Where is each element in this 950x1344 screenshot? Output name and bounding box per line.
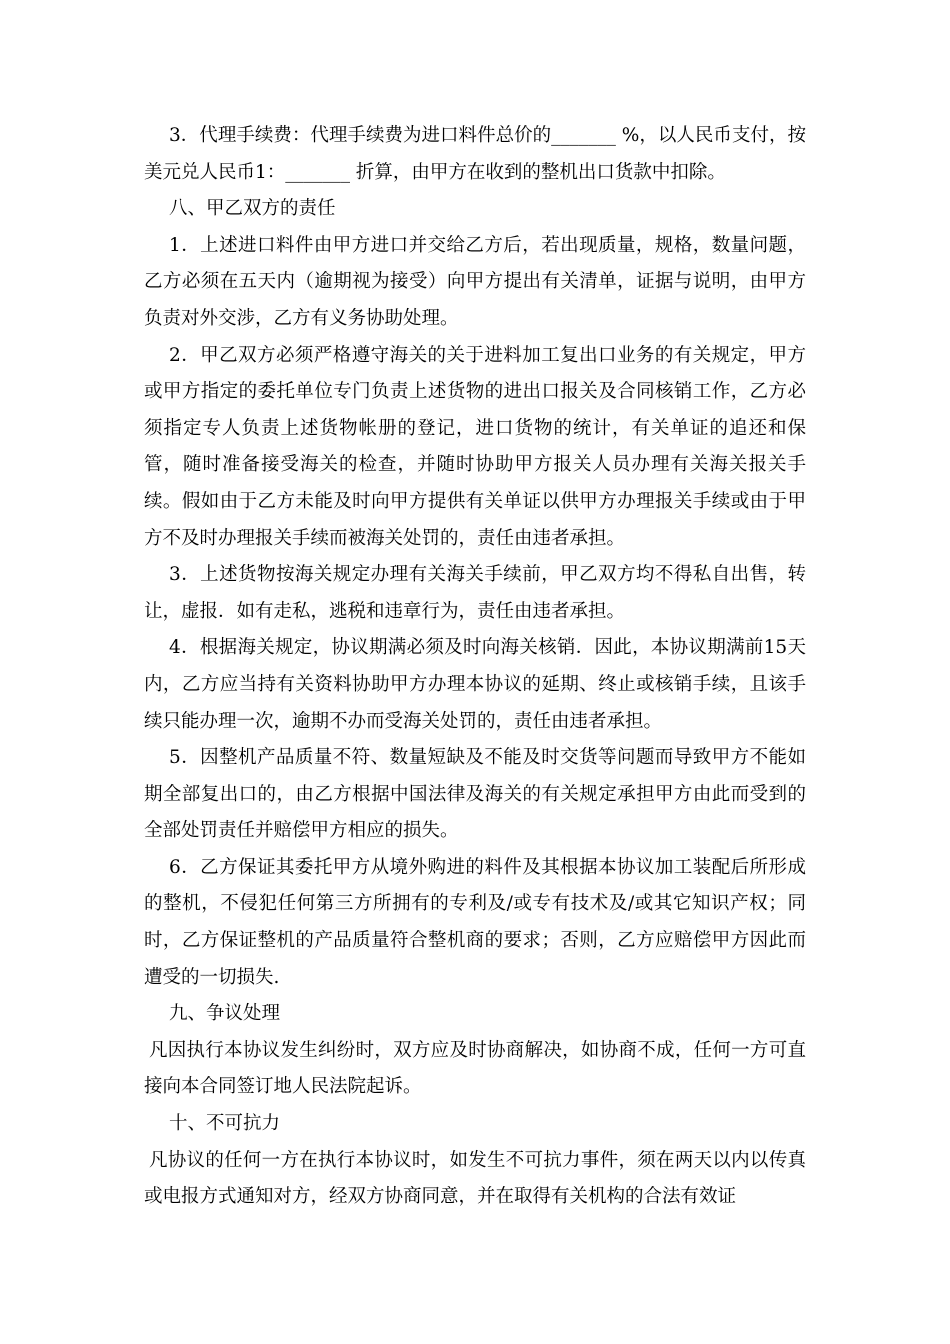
clause-1-quality-issues: 1．上述进口料件由甲方进口并交给乙方后，若出现质量，规格，数量问题，乙方必须在五天内（逾期视为接受）向甲方提出有关清单，证据与说明，由甲方负责对外交涉，乙方有义务协助处理。 [144,234,806,329]
clause-5-product-quality: 5．因整机产品质量不符、数量短缺及不能及时交货等问题而导致甲方不能如期全部复出口的，由乙方根据中国法律及海关的有关规定承担甲方由此而受到的全部处罚责任并赔偿甲方相应的损失。 [144,747,806,842]
section-heading-disputes: 九、争议处理 [169,1003,281,1025]
clause-4-verification: 4．根据海关规定，协议期满必须及时向海关核销．因此，本协议期满前15天内，乙方应当持有关资料协助甲方办理本协议的延期、终止或核销手续，且该手续只能办理一次，逾期不办而受海关处罚的，责任由违者承担。 [144,637,806,732]
document-body [144,118,806,1216]
clause-3-no-private-sale: 3．上述货物按海关规定办理有关海关手续前，甲乙双方均不得私自出售，转让，虚报．如有走私，逃税和违章行为，责任由违者承担。 [144,564,806,622]
clause-6-ip-warranty: 6．乙方保证其委托甲方从境外购进的料件及其根据本协议加工装配后所形成的整机，不侵犯任何第三方所拥有的专利及/或专有技术及/或其它知识产权；同时，乙方保证整机的产品质量符合整机商的要求；否则，乙方应赔偿甲方因此而遭受的一切损失. [144,856,806,988]
clause-force-majeure: 凡协议的任何一方在执行本协议时，如发生不可抗力事件，须在两天以内以传真或电报方式通知对方，经双方协商同意，并在取得有关机构的合法有效证 [144,1149,806,1208]
clause-disputes: 凡因执行本协议发生纠纷时，双方应及时协商解决，如协商不成，任何一方可直接向本合同签订地人民法院起诉。 [144,1039,806,1098]
clause-fee: 3．代理手续费：代理手续费为进口料件总价的_______ %，以人民币支付，按美元兑人民币1：_______ 折算，由甲方在收到的整机出口货款中扣除。 [144,125,806,183]
section-heading-responsibilities: 八、甲乙双方的责任 [169,198,336,220]
clause-2-customs-rules: 2．甲乙双方必须严格遵守海关的关于进料加工复出口业务的有关规定，甲方或甲方指定的委托单位专门负责上述货物的进出口报关及合同核销工作，乙方必须指定专人负责上述货物帐册的登记，进口货物的统计，有关单证的追还和保管，随时准备接受海关的检查，并随时协助甲方报关人员办理有关海关报关手续。假如由于乙方未能及时向甲方提供有关单证以供甲方办理报关手续或由于甲方不及时办理报关手续而被海关处罚的，责任由违者承担。 [144,344,806,549]
section-heading-force-majeure: 十、不可抗力 [169,1113,281,1135]
